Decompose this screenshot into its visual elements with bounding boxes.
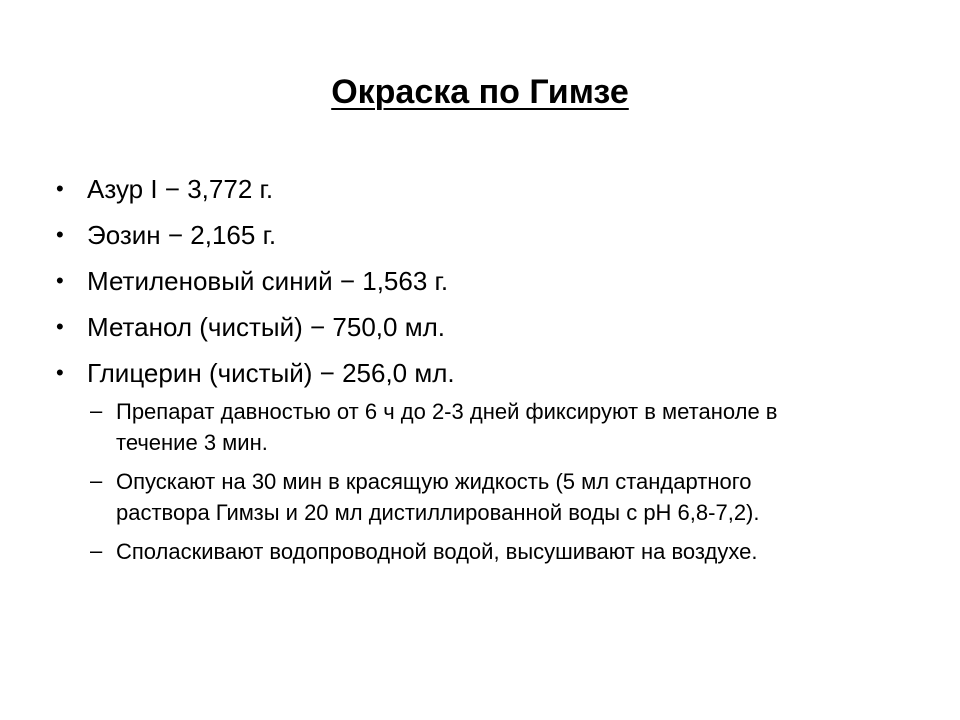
reagent-text: Эозин − 2,165 г. [87, 220, 277, 250]
reagent-text: Метанол (чистый) − 750,0 мл. [87, 312, 445, 342]
procedure-step [90, 466, 836, 528]
reagent-item [52, 174, 912, 204]
reagent-text: Метиленовый синий − 1,563 г. [87, 266, 449, 296]
procedure-step-text: Споласкивают водопроводной водой, высушивают на воздухе. [116, 539, 758, 564]
procedure-step [90, 396, 836, 458]
bullet-icon: • [56, 222, 64, 247]
procedure-step [90, 536, 836, 567]
procedure-step-text: Препарат давностью от 6 ч до 2-3 дней фиксируют в метаноле в течение 3 мин. [116, 399, 778, 455]
procedure-steps [52, 396, 912, 567]
reagent-text: Глицерин (чистый) − 256,0 мл. [87, 358, 455, 388]
slide-title [0, 70, 960, 114]
procedure-step-text: Опускают на 30 мин в красящую жидкость (5 мл стандартного раствора Гимзы и 20 мл дистиллированной воды с pH 6,8-7,2). [116, 469, 760, 525]
slide-content [52, 174, 912, 575]
bullet-icon: • [56, 268, 64, 293]
reagent-text: Азур I − 3,772 г. [87, 174, 274, 204]
reagent-item [52, 312, 912, 342]
reagent-item [52, 220, 912, 250]
dash-icon: – [90, 398, 103, 423]
reagent-item [52, 358, 912, 388]
dash-icon: – [90, 468, 103, 493]
slide-title-text: Окраска по Гимзе [331, 73, 629, 111]
bullet-icon: • [56, 314, 64, 339]
dash-icon: – [90, 538, 103, 563]
bullet-icon: • [56, 360, 64, 385]
reagent-item [52, 266, 912, 296]
bullet-icon: • [56, 176, 64, 201]
